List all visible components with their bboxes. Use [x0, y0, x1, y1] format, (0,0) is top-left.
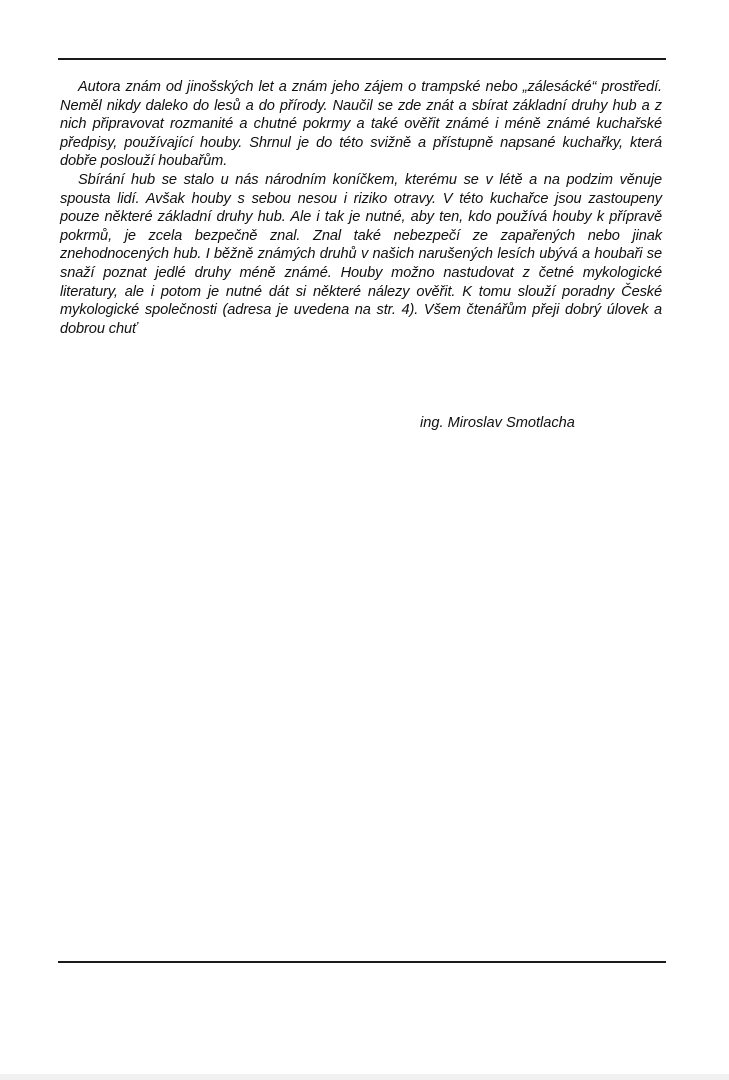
scan-edge — [0, 1074, 729, 1080]
author-signature: ing. Miroslav Smotlacha — [420, 415, 575, 431]
bottom-divider — [58, 961, 666, 963]
paragraph-1: Autora znám od jinošských let a znám jeho zájem o trampské nebo „zálesácké“ prostředí. Neměl nikdy daleko do lesů a do přírody. Naučil se zde znát a sbírat základní druhy hub a z nich připravovat rozmanité a chutné pokrmy a také ověřit známé i méně známé kuchařské předpisy, používající houby. Shrnul je do této svižně a přístupně napsané kuchařky, která dobře poslouží houbařům. — [60, 79, 662, 170]
foreword-text — [60, 78, 662, 338]
top-divider — [58, 58, 666, 60]
paragraph-2: Sbírání hub se stalo u nás národním koníčkem, kterému se v létě a na podzim věnuje spousta lidí. Avšak houby s sebou nesou i riziko otravy. V této kuchařce jsou zastoupeny pouze některé základní druhy hub. Ale i tak je nutné, aby ten, kdo používá houby k přípravě pokrmů, je zcela bezpečně znal. Znal také nebezpečí ze zapařených nebo jinak znehodnocených hub. I běžně známých druhů v našich narušených lesích ubývá a houbaři se snaží poznat jedlé druhy méně známé. Houby možno nastudovat z četné mykologické literatury, ale i potom je nutné dát si některé nálezy ověřit. K tomu slouží poradny České mykologické společnosti (adresa je uvedena na str. 4). Všem čtenářům přeji dobrý úlovek a dobrou chuť — [60, 171, 662, 337]
